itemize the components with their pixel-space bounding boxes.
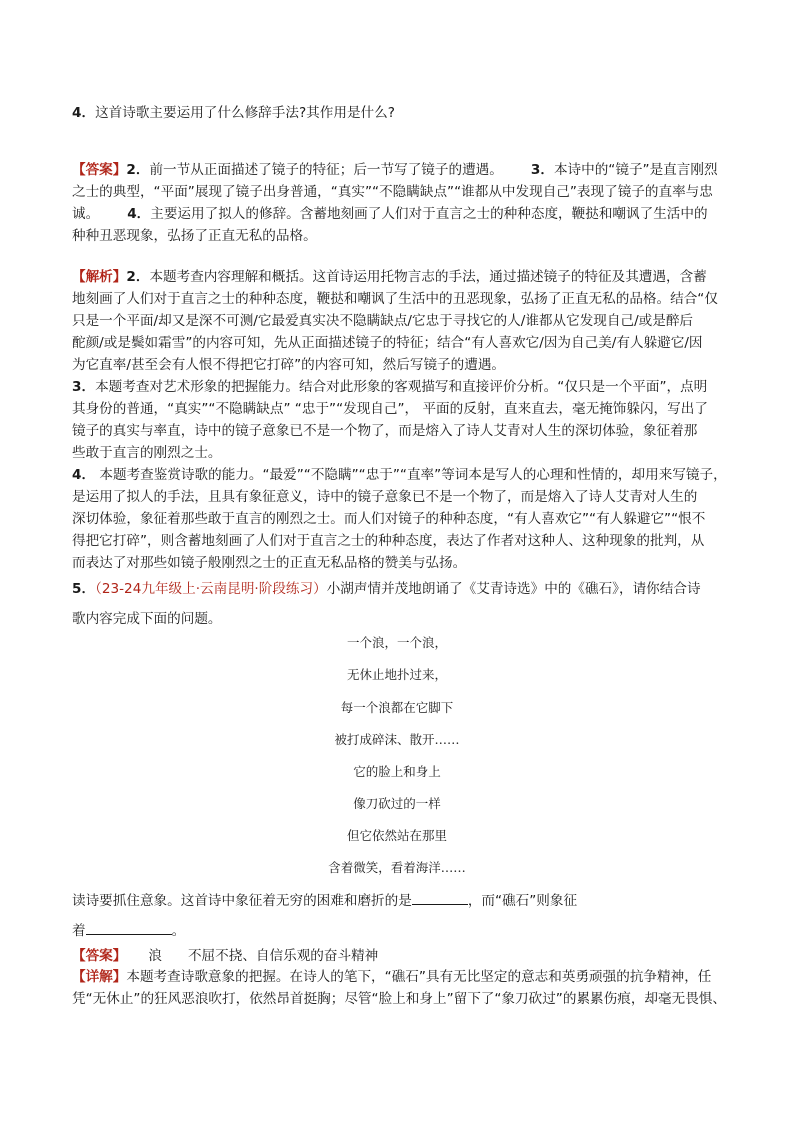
answer-line-2: 之士的典型，“平面”展现了镜子出身普通，“真实”“不隐瞒缺点”“谁都从中发现自己”表现了镜子的直率与忠: [72, 184, 713, 200]
poem-line: 无休止地扑过来，: [346, 667, 447, 682]
question-5: 5．（23-24九年级上·云南昆明·阶段练习）小湖声情并茂地朗诵了《艾青诗选》中的《礁石》，请你结合诗 歌内容完成下面的问题。: [72, 581, 701, 627]
detail-tag: 【详解】: [72, 969, 127, 985]
answer-tag: 【答案】: [72, 948, 127, 964]
answer-block-1: [72, 159, 728, 247]
question-4: [72, 102, 728, 124]
poem-line: 它的脸上和身上: [353, 764, 441, 779]
question-number: 4．: [72, 105, 96, 121]
answer-line-3: 诚。 4．主要运用了拟人的修辞。含蓄地刻画了人们对于直言之士的种种态度，鞭挞和嘲讽了生活中的: [72, 206, 708, 222]
answer-blank-2[interactable]: [86, 919, 172, 935]
poem-line: 但它依然站在那里: [346, 828, 447, 843]
analysis-block-1: 【解析】2．本题考查内容理解和概括。这首诗运用托物言志的手法，通过描述镜子的特征及其遭遇，含蓄 地刻画了人们对于直言之士的种种态度，鞭挞和嘲讽了生活中的丑恶现象，弘扬了正直无私的品格。结合“仅 只是一个平面/却又是深不可测/它最爱真实决不隐瞒缺点/它忠于寻找它的人/谁都从它发现自己/或是醉后 酡颜/或是鬓如霜雪”的内容可知，先从正面描述镜子的特征；结合“有人喜欢它/因为自己美/有人躲避它/因 为它直率/甚至会有人恨不得把它打碎”的内容可知，然后写镜子的遭遇。 3．本题考查对艺术形象的把握能力。结合对此形象的客观描写和直接评价分析。“仅只是一个平面”，点明 其身份的普通，“真实”“不隐瞒缺点” “忠于”“发现自己”， 平面的反射，直来直去，毫无掩饰躲闪，写出了 镜子的真实与率直，诗中的镜子意象已不是一个物了，而是熔入了诗人艾青对人生的深切体验，象征着那 些敢于直言的刚烈之士。 4． 本题考查鉴赏诗歌的能力。“最爱”“不隐瞒”“忠于”“直率”等词本是写人的心理和性情的，却用来写镜子， 是运用了拟人的手法，且具有象征意义，诗中的镜子意象已不是一个物了，而是熔入了诗人艾青对人生的 深切体验，象征着那些敢于直言的刚烈之士。而人们对镜子的种种态度，“有人喜欢它”“有人躲避它”“恨不 得把它打碎”，则含蓄地刻画了人们对于直言之士的种种态度，表达了作者对这种人、这种现象的批判，从 而表达了对那些如镜子般刚烈之士的正直无私品格的赞美与弘扬。: [72, 269, 727, 571]
question-number: 5．: [72, 581, 96, 597]
answer-tag: 【答案】: [72, 162, 127, 178]
answer-block-2: [72, 945, 728, 967]
poem-line: 含着微笑，看着海洋……: [328, 860, 466, 875]
analysis-tag: 【解析】: [72, 269, 127, 285]
answer-blank-1[interactable]: [412, 889, 468, 905]
poem-line: 一个浪，一个浪，: [346, 635, 447, 650]
poem-line: 被打成碎沫、散开……: [334, 732, 460, 747]
question-source: （23-24九年级上·云南昆明·阶段练习）: [95, 581, 327, 597]
poem-line: 每一个浪都在它脚下: [340, 700, 454, 715]
answer-line-1: 【答案】2．前一节从正面描述了镜子的特征；后一节写了镜子的遭遇。 3．本诗中的“镜子”是直言刚烈: [72, 162, 718, 178]
answer-item: 浪: [148, 948, 162, 964]
answer-line-4: 种种丑恶现象，弘扬了正直无私的品格。: [72, 228, 317, 244]
answer-item: 不屈不挠、自信乐观的奋斗精神: [187, 948, 379, 964]
poem-line: 像刀砍过的一样: [353, 796, 441, 811]
detail-block-2: 【详解】本题考查诗歌意象的把握。在诗人的笔下，“礁石”具有无比坚定的意志和英勇顽强的抗争精神，任 凭“无休止”的狂风恶浪吹打，依然昂首挺胸；尽管“脸上和身上”留下了“象刀砍过”的累累伤痕，却毫无畏惧、: [72, 969, 726, 1007]
question-text: 这首诗歌主要运用了什么修辞手法?其作用是什么?: [95, 105, 395, 121]
fill-question: 读诗要抓住意象。这首诗中象征着无穷的困难和磨折的是 ，而“礁石”则象征 着 。: [72, 886, 728, 946]
